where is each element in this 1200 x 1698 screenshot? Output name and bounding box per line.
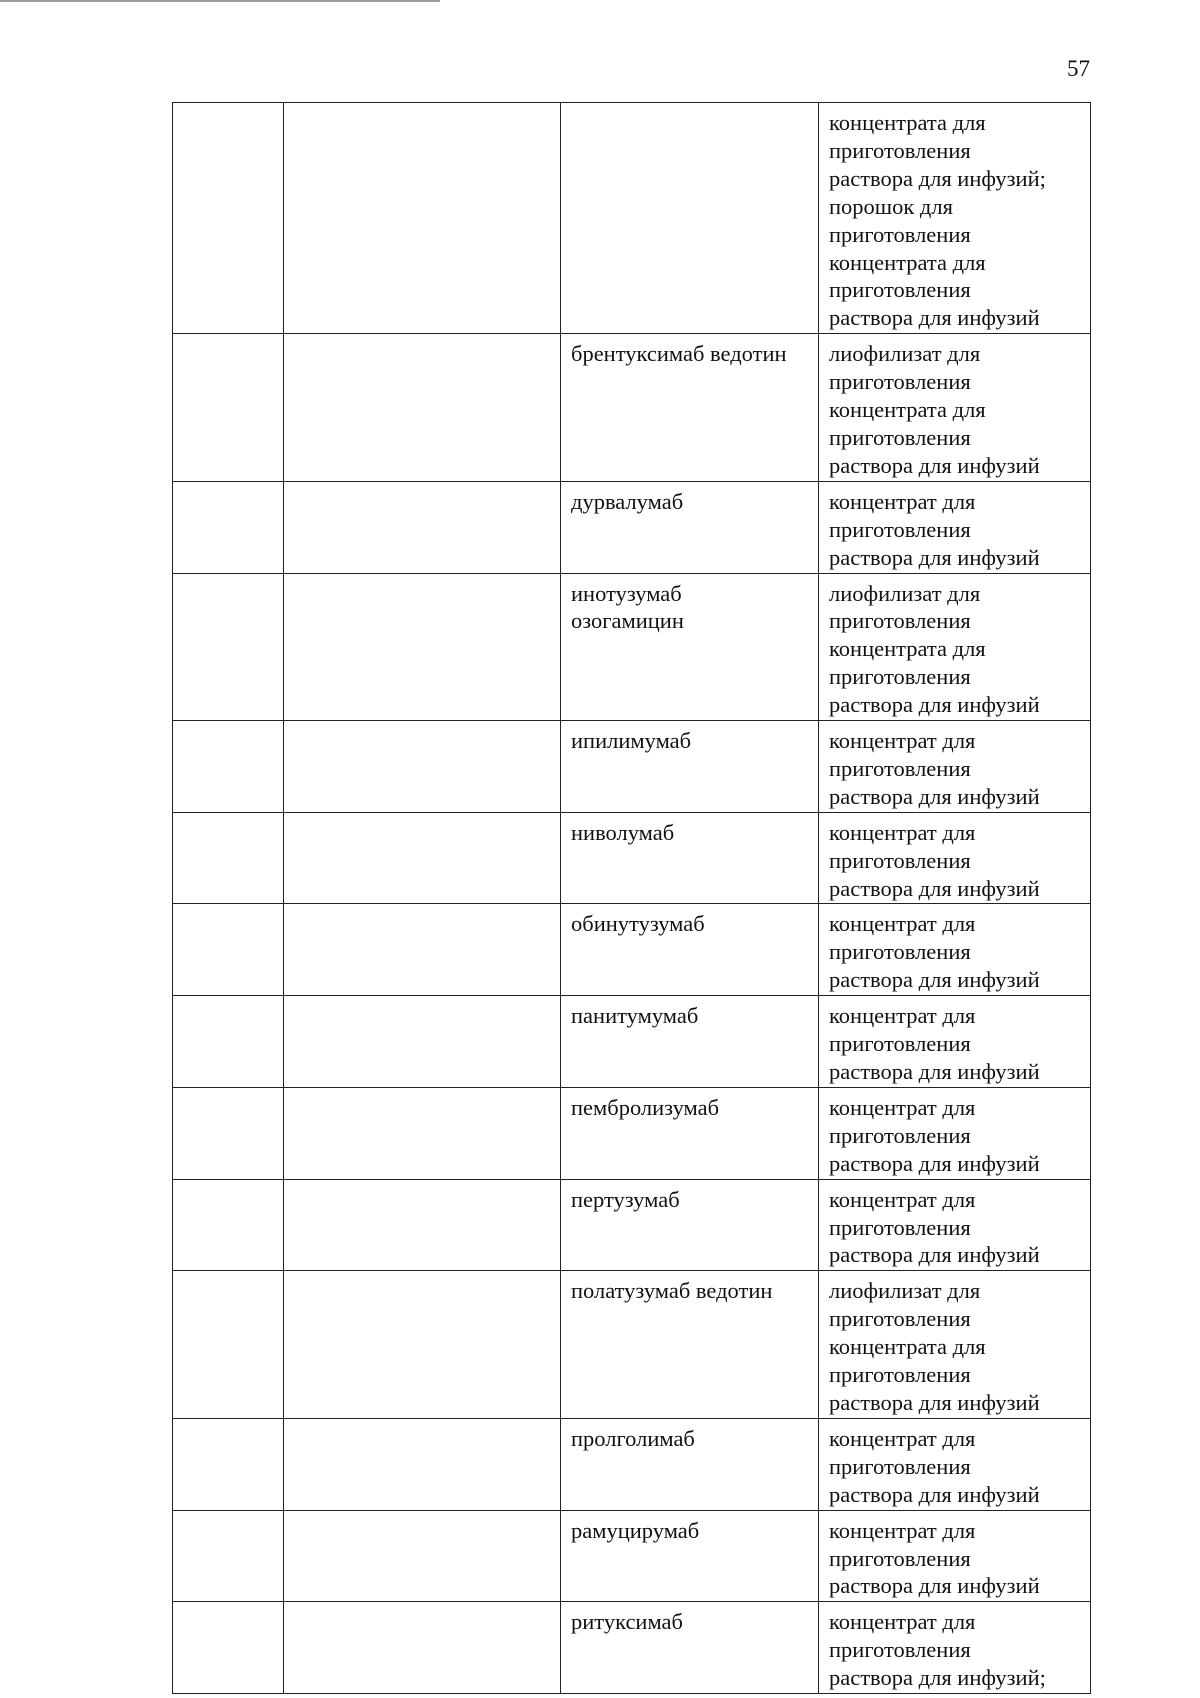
table-row	[173, 334, 1091, 482]
drug-name-cell	[561, 1602, 819, 1694]
group-cell	[284, 1271, 561, 1419]
dosage-form-line: раствора для инфузий	[829, 783, 1040, 809]
dosage-form-cell	[819, 1510, 1091, 1602]
group-cell	[284, 1418, 561, 1510]
dosage-form-line: приготовления	[829, 1637, 971, 1663]
group-cell	[284, 904, 561, 996]
dosage-form-line: приготовления	[829, 939, 971, 965]
dosage-form-line: концентрат для	[829, 728, 976, 754]
code-cell	[173, 1271, 284, 1419]
code-cell	[173, 1510, 284, 1602]
dosage-form-cell	[819, 904, 1091, 996]
dosage-form-line: раствора для инфузий	[829, 1481, 1040, 1507]
drug-name-line: пролголимаб	[571, 1425, 695, 1451]
dosage-form-line: концентрата для	[829, 249, 986, 275]
drug-name-cell	[561, 1271, 819, 1419]
dosage-form-line: концентрата для	[829, 397, 986, 423]
dosage-form-cell	[819, 334, 1091, 482]
dosage-form-line: раствора для инфузий	[829, 452, 1040, 478]
code-cell	[173, 481, 284, 573]
dosage-form-line: концентрата для	[829, 636, 986, 662]
drug-name-line: дурвалумаб	[571, 488, 684, 514]
code-cell	[173, 1602, 284, 1694]
page-number: 57	[1067, 56, 1090, 81]
dosage-form-cell	[819, 1418, 1091, 1510]
dosage-form-cell	[819, 1087, 1091, 1179]
dosage-form-cell	[819, 721, 1091, 813]
dosage-form-line: концентрат для	[829, 1094, 976, 1120]
dosage-form-cell	[819, 812, 1091, 904]
code-cell	[173, 334, 284, 482]
dosage-form-line: приготовления	[829, 137, 971, 163]
table-row	[173, 103, 1091, 334]
table-row	[173, 1602, 1091, 1694]
dosage-form-line: концентрат для	[829, 1517, 976, 1543]
dosage-form-line: раствора для инфузий	[829, 305, 1040, 331]
drug-name-cell	[561, 1179, 819, 1271]
group-cell	[284, 1510, 561, 1602]
dosage-form-line: порошок для	[829, 193, 953, 219]
dosage-form-line: приготовления	[829, 221, 971, 247]
drug-name-cell	[561, 1510, 819, 1602]
group-cell	[284, 721, 561, 813]
dosage-form-line: приготовления	[829, 608, 971, 634]
dosage-form-line: приготовления	[829, 1122, 971, 1148]
code-cell	[173, 1418, 284, 1510]
group-cell	[284, 1602, 561, 1694]
table-row	[173, 1087, 1091, 1179]
dosage-form-line: лиофилизат для	[829, 1278, 981, 1304]
group-cell	[284, 996, 561, 1088]
drug-name-cell	[561, 996, 819, 1088]
dosage-form-line: раствора для инфузий	[829, 967, 1040, 993]
drug-name-line: ниволумаб	[571, 819, 675, 845]
dosage-form-line: концентрат для	[829, 819, 976, 845]
drug-name-cell	[561, 481, 819, 573]
dosage-form-line: раствора для инфузий	[829, 875, 1040, 901]
drug-name-line: ипилимумаб	[571, 728, 692, 754]
code-cell	[173, 996, 284, 1088]
drug-name-cell	[561, 1418, 819, 1510]
dosage-form-line: раствора для инфузий	[829, 544, 1040, 570]
drug-name-cell	[561, 103, 819, 334]
drug-name-line: рамуцирумаб	[571, 1517, 700, 1543]
table-row	[173, 904, 1091, 996]
dosage-form-cell	[819, 103, 1091, 334]
dosage-form-line: концентрат для	[829, 1609, 976, 1635]
group-cell	[284, 812, 561, 904]
dosage-form-line: раствора для инфузий;	[829, 1665, 1046, 1691]
drug-name-line: панитумумаб	[571, 1003, 699, 1029]
group-cell	[284, 573, 561, 721]
dosage-form-line: концентрат для	[829, 911, 976, 937]
drug-name-line: ритуксимаб	[571, 1609, 683, 1635]
dosage-form-cell	[819, 573, 1091, 721]
dosage-form-line: раствора для инфузий;	[829, 165, 1046, 191]
dosage-form-line: раствора для инфузий	[829, 1059, 1040, 1084]
dosage-form-line: раствора для инфузий	[829, 1573, 1040, 1599]
dosage-form-line: раствора для инфузий	[829, 1242, 1040, 1268]
dosage-form-cell	[819, 1602, 1091, 1694]
group-cell	[284, 1179, 561, 1271]
dosage-form-line: приготовления	[829, 277, 971, 303]
dosage-form-line: приготовления	[829, 424, 971, 450]
drug-name-cell	[561, 573, 819, 721]
table-row	[173, 1179, 1091, 1271]
group-cell	[284, 481, 561, 573]
code-cell	[173, 573, 284, 721]
code-cell	[173, 812, 284, 904]
table-row	[173, 1418, 1091, 1510]
dosage-form-line: приготовления	[829, 847, 971, 873]
table-row	[173, 573, 1091, 721]
dosage-form-line: приготовления	[829, 369, 971, 395]
drug-name-cell	[561, 721, 819, 813]
drug-name-cell	[561, 1087, 819, 1179]
dosage-form-line: концентрат для	[829, 1425, 976, 1451]
code-cell	[173, 904, 284, 996]
dosage-form-cell	[819, 481, 1091, 573]
drug-name-line: пертузумаб	[571, 1186, 680, 1212]
dosage-form-line: приготовления	[829, 516, 971, 542]
dosage-form-line: концентрата для	[829, 1334, 986, 1360]
group-cell	[284, 334, 561, 482]
dosage-form-line: приготовления	[829, 664, 971, 690]
table-row	[173, 812, 1091, 904]
table-row	[173, 1510, 1091, 1602]
table-row	[173, 1271, 1091, 1419]
code-cell	[173, 721, 284, 813]
dosage-form-line: концентрат для	[829, 1003, 976, 1029]
table-row	[173, 996, 1091, 1088]
dosage-form-cell	[819, 1271, 1091, 1419]
drug-name-line: брентуксимаб ведотин	[571, 341, 787, 367]
drug-name-line: пембролизумаб	[571, 1094, 720, 1120]
dosage-form-line: лиофилизат для	[829, 341, 981, 367]
code-cell	[173, 1087, 284, 1179]
dosage-form-line: концентрата для	[829, 110, 986, 135]
drug-name-line: инотузумаб	[571, 580, 682, 606]
drug-name-cell	[561, 334, 819, 482]
code-cell	[173, 1179, 284, 1271]
drug-name-line: обинутузумаб	[571, 911, 705, 937]
dosage-form-line: приготовления	[829, 1545, 971, 1571]
dosage-form-line: концентрат для	[829, 488, 976, 514]
dosage-form-line: концентрат для	[829, 1186, 976, 1212]
group-cell	[284, 1087, 561, 1179]
dosage-form-line: приготовления	[829, 1214, 971, 1240]
drug-name-cell	[561, 812, 819, 904]
drug-name-cell	[561, 904, 819, 996]
medication-table-body	[173, 103, 1091, 1694]
dosage-form-line: раствора для инфузий	[829, 1150, 1040, 1176]
dosage-form-line: раствора для инфузий	[829, 692, 1040, 718]
dosage-form-line: раствора для инфузий	[829, 1389, 1040, 1415]
table-row	[173, 481, 1091, 573]
dosage-form-line: приготовления	[829, 1362, 971, 1388]
group-cell	[284, 103, 561, 334]
dosage-form-line: приготовления	[829, 755, 971, 781]
dosage-form-cell	[819, 996, 1091, 1088]
code-cell	[173, 103, 284, 334]
drug-name-line: озогамицин	[571, 608, 684, 634]
dosage-form-line: приготовления	[829, 1031, 971, 1057]
table-row	[173, 721, 1091, 813]
dosage-form-line: приготовления	[829, 1306, 971, 1332]
drug-name-line: полатузумаб ведотин	[571, 1278, 773, 1304]
scan-edge-line	[0, 0, 440, 2]
medication-table	[172, 102, 1091, 1694]
dosage-form-line: приготовления	[829, 1453, 971, 1479]
dosage-form-cell	[819, 1179, 1091, 1271]
dosage-form-line: лиофилизат для	[829, 580, 981, 606]
